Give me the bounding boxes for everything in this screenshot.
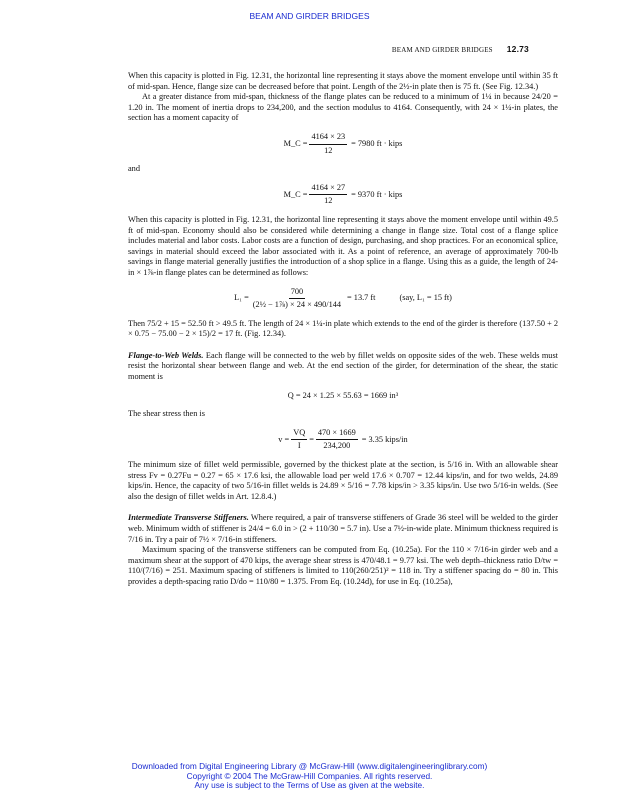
numerator: 4164 × 27 bbox=[309, 183, 347, 196]
equation-mc-2 bbox=[128, 183, 558, 207]
section-transverse-stiffeners bbox=[128, 513, 558, 545]
equation-v: v = $\frac{VQ}{I}$ = $\frac{470 \times 1669}{234,200}$ = 3.35 kips/in bbox=[278, 427, 408, 451]
equation-lhs: M_C = bbox=[283, 189, 308, 199]
denominator: 12 bbox=[324, 196, 333, 206]
equation-mc-1 bbox=[128, 132, 558, 156]
denominator: I bbox=[297, 441, 301, 451]
footer-download-link[interactable]: Downloaded from Digital Engineering Library @ McGraw-Hill (www.digitalengineeringlibrary.com) bbox=[131, 761, 488, 771]
paragraph: and bbox=[128, 164, 140, 174]
denominator: (2½ − 1⅞) × 24 × 490/144 bbox=[252, 300, 342, 310]
paragraph: Then 75/2 + 15 = 52.50 ft > 49.5 ft. The length of 24 × 1¼-in plate which extends to the end of the girder is therefore (137.50 + 2 × 0.75 − 75.00 − 2 × 15)/2 = 17 ft. (Fig. 12.34). bbox=[128, 318, 558, 339]
footer-copyright[interactable]: Copyright © 2004 The McGraw-Hill Companies. All rights reserved. bbox=[186, 770, 433, 781]
numerator: VQ bbox=[291, 428, 307, 441]
equation-rhs: = 3.35 kips/in bbox=[361, 434, 408, 444]
top-link[interactable]: BEAM AND GIRDER BRIDGES bbox=[249, 11, 370, 21]
running-head bbox=[392, 44, 529, 54]
numerator: 4164 × 23 bbox=[309, 132, 347, 145]
numerator: 700 bbox=[289, 287, 305, 300]
equation-rhs: = 7980 ft · kips bbox=[351, 138, 403, 148]
equation-rhs: = 9370 ft · kips bbox=[351, 189, 403, 199]
section-text: Where required, a pair of transverse stiffeners of Grade 36 steel will be welded to the girder web. Minimum width of stiffener is 24/4 = 6.0 in > (2 + 110/30 = 5.7 in). Use a 7½-in-wide plate. Minimum thickness required is 7/16 in. Try a pair of 7½ × 7/16-in stiffeners. bbox=[128, 513, 558, 544]
denominator: 12 bbox=[324, 145, 333, 155]
footer-terms[interactable]: Any use is subject to the Terms of Use as given at the website. bbox=[194, 780, 425, 790]
equation-text: Q = 24 × 1.25 × 55.63 = 1669 in³ bbox=[287, 390, 399, 400]
fraction bbox=[309, 132, 347, 156]
fraction bbox=[316, 428, 358, 452]
paragraph: The shear stress then is bbox=[128, 409, 205, 419]
paragraph: When this capacity is plotted in Fig. 12.31, the horizontal line representing it stays above the moment envelope until within 35 ft of mid-span. Hence, flange size can be decreased before that point. Length of the 2½-in plate then is 75 ft. (See Fig. 12.34.) bbox=[128, 71, 558, 91]
fraction bbox=[251, 287, 343, 311]
denominator: 234,200 bbox=[323, 441, 351, 451]
paragraph: When this capacity is plotted in Fig. 12.31, the horizontal line representing it stays above the moment envelope until within 49.5 ft of mid-span. Economy should also be considered while determining a change in flange size. Total cost of a flange splice includes material and labor costs. Labor costs are a function of design, purchasing, and shop practices. For an economical splice, savings in material should exceed the labor associated with it. As a point of reference, an average of approximately 700-lb savings in flange material generally justifies the introduction of a shop splice in a flange. Using this as a guide, the length of 24-in × 1⅞-in flange plates can be determined as follows: bbox=[128, 214, 558, 277]
paragraph: The minimum size of fillet weld permissible, governed by the thickest plate at the section, is 5/16 in. With an allowable shear stress Fv = 0.27Fu = 0.27 = 65 × 17.6 ksi, the allowable load per weld 17.6 × 0.707 = 12.44 kips/in, and for two welds, 24.89 kips/in. Hence, the capacity of two 5/16-in fillet welds is 24.89 × 5/16 = 7.78 kips/in > 3.35 kips/in. Use two 5/16-in welds. (See also the design of fillet welds in Art. 12.8.4.) bbox=[128, 460, 558, 501]
equation-note: (say, L₁ = 15 ft) bbox=[399, 293, 452, 303]
page-body bbox=[128, 71, 558, 588]
equation-lhs: v = bbox=[278, 434, 290, 444]
section-flange-to-web-welds bbox=[128, 351, 558, 383]
numerator: 470 × 1669 bbox=[316, 428, 358, 441]
equation-lhs: M_C = bbox=[283, 138, 308, 148]
section-heading: Intermediate Transverse Stiffeners. bbox=[128, 513, 249, 523]
section-text: Each flange will be connected to the web by fillet welds on opposite sides of the web. These welds must resist the horizontal shear between flange and web. At the end section of the girder, for determination of the shear, the static moment is bbox=[128, 350, 558, 382]
section-heading: Flange-to-Web Welds. bbox=[128, 350, 204, 360]
equation-rhs: = 13.7 ft bbox=[347, 293, 376, 303]
page-number: 12.73 bbox=[506, 44, 529, 54]
equation-q bbox=[128, 391, 558, 402]
paragraph: Maximum spacing of the transverse stiffeners can be computed from Eq. (10.25a). For the 110 × 7/16-in girder web and a maximum shear at the support of 470 kips, the average shear stress is 470/48.1 = 9.77 ksi. The web depth–thickness ratio D/tw = 110/(7/16) = 251. Maximum spacing of stiffeners is limited to 110(260/251)² = 118 in. Try a stiffener spacing do = 80 in. This provides a depth-spacing ratio D/do = 110/80 = 1.375. From Eq. (10.24d), for use in Eq. (10.25a), bbox=[128, 545, 558, 586]
footer bbox=[0, 762, 619, 791]
fraction bbox=[309, 183, 347, 207]
paragraph: At a greater distance from mid-span, thickness of the flange plates can be reduced to a minimum of 1¼ in because 24/20 = 1.20 in. The moment of inertia drops to 234,200, and the section modulus to 4164. Consequently, with 24 × 1¼-in plates, the section has a moment capacity of bbox=[128, 92, 558, 123]
equation-lhs: L₁ = bbox=[234, 293, 249, 303]
equation-l1 bbox=[128, 287, 558, 311]
fraction bbox=[291, 428, 307, 452]
running-head-title: BEAM AND GIRDER BRIDGES bbox=[391, 46, 493, 54]
